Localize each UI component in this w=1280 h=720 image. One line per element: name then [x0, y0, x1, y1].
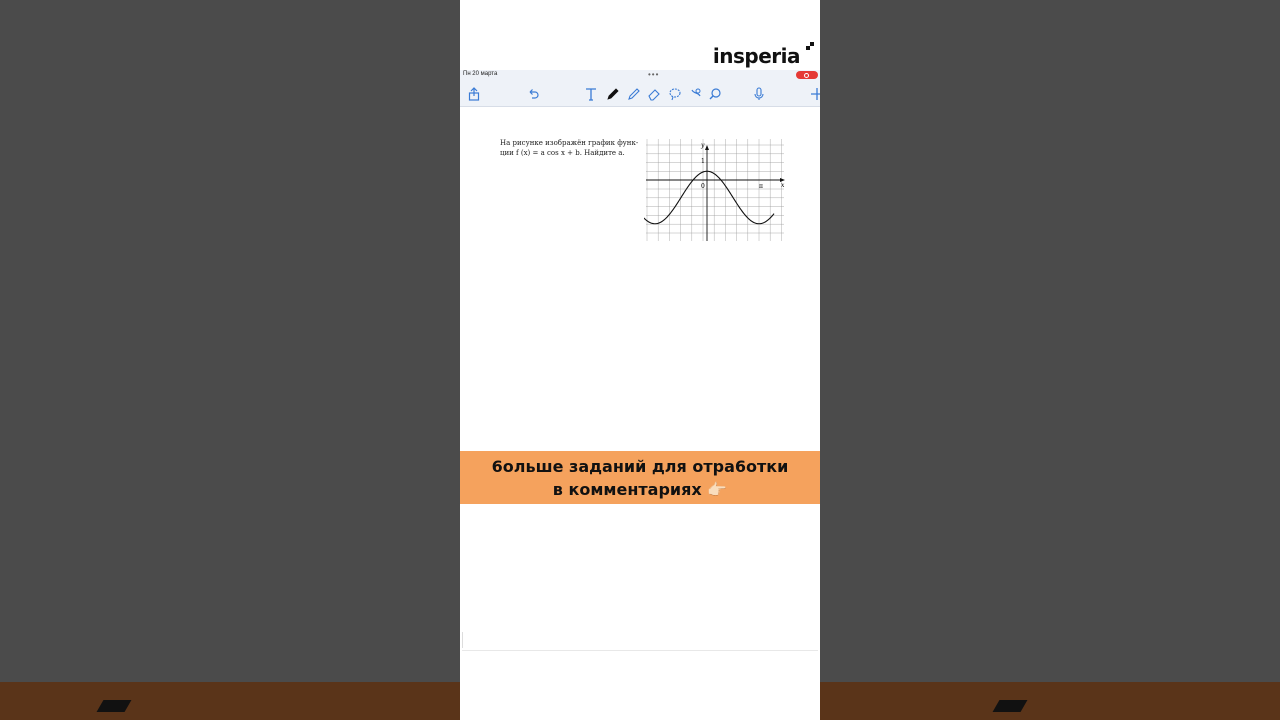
microphone-icon [752, 87, 766, 101]
pen-tool-button[interactable] [605, 86, 621, 102]
problem-statement [500, 138, 640, 158]
page-bottom-edge [462, 650, 818, 651]
status-bar [460, 70, 820, 82]
note-canvas[interactable] [460, 107, 820, 650]
undo-icon [526, 87, 540, 101]
x-axis-label: x [781, 182, 785, 189]
magnify-tool-button[interactable] [707, 86, 723, 102]
y-axis-arrow [705, 145, 709, 150]
origin-label: 0 [701, 183, 705, 190]
y-tick-label: 1 [701, 158, 705, 165]
add-icon [810, 87, 820, 101]
screen-record-icon[interactable] [796, 71, 818, 79]
share-icon [467, 87, 481, 101]
text-tool-button[interactable] [583, 86, 599, 102]
background-left-strip [0, 682, 460, 720]
eraser-tool-button[interactable] [646, 86, 662, 102]
eraser-icon [647, 87, 661, 101]
function-curve [644, 171, 774, 224]
lasso-tool-button[interactable] [667, 86, 683, 102]
problem-line-2: ции f (x) = a cos x + b. Найдите a. [500, 149, 625, 157]
background-right-strip [820, 682, 1280, 720]
share-button[interactable] [466, 86, 482, 102]
page-corner-mark [462, 632, 463, 648]
status-date: Пн 20 марта [463, 71, 498, 77]
shapes-tool-button[interactable] [688, 86, 704, 102]
x-tick-label: π [759, 183, 763, 190]
pen-icon [606, 87, 620, 101]
promo-banner [460, 451, 820, 504]
brand-mark-icon [804, 42, 814, 52]
banner-line-1: 6ольше заданий для отра6отки [491, 456, 789, 476]
text-tool-icon [584, 87, 598, 101]
graph-grid [646, 139, 784, 241]
shapes-icon [689, 87, 703, 101]
microphone-button[interactable] [751, 86, 767, 102]
highlighter-tool-button[interactable] [626, 86, 642, 102]
undo-button[interactable] [525, 86, 541, 102]
y-axis-label: y [701, 142, 705, 149]
function-graph [644, 137, 792, 243]
magnify-icon [708, 87, 722, 101]
toolbar [460, 82, 820, 107]
brand-logo: insperia [712, 44, 800, 68]
problem-line-1: На рисунке изображён график функ- [500, 139, 639, 147]
tablet-screen [460, 0, 820, 720]
highlighter-icon [627, 87, 641, 101]
multitasking-dots[interactable]: ••• [648, 70, 660, 79]
add-page-button[interactable] [809, 86, 820, 102]
banner-line-2: в комментариях 👉🏻 [552, 479, 728, 499]
lasso-icon [668, 87, 682, 101]
